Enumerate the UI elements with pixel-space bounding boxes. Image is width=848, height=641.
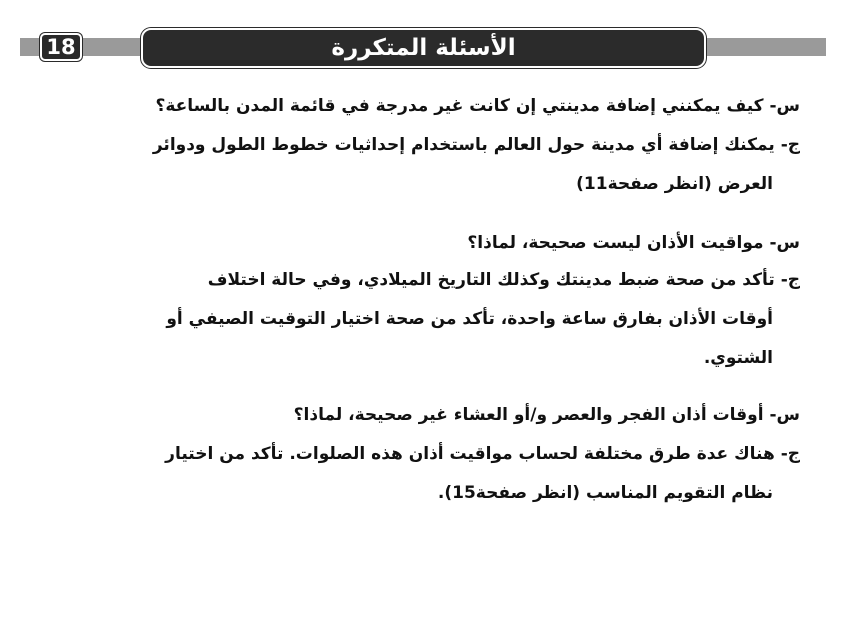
faq-question-2 bbox=[20, 223, 800, 262]
page-number: 18 bbox=[40, 33, 82, 61]
faq-answer-1 bbox=[20, 125, 800, 203]
question-prefix: س- bbox=[769, 95, 800, 116]
answer-prefix: ج- bbox=[780, 269, 800, 290]
faq-answer-2 bbox=[20, 260, 800, 377]
faq-question-3 bbox=[20, 395, 800, 434]
answer-line: العرض (انظر صفحة11) bbox=[576, 173, 773, 194]
question-text: كيف يمكنني إضافة مدينتي إن كانت غير مدرجة في قائمة المدن بالساعة؟ bbox=[155, 95, 764, 116]
answer-line: الشتوي. bbox=[703, 347, 773, 368]
answer-line: يمكنك إضافة أي مدينة حول العالم باستخدام إحداثيات خطوط الطول ودوائر bbox=[152, 134, 775, 155]
faq-question-1 bbox=[20, 86, 800, 125]
question-text: مواقيت الأذان ليست صحيحة، لماذا؟ bbox=[467, 232, 764, 253]
answer-line: أوقات الأذان بفارق ساعة واحدة، تأكد من صحة اختيار التوقيت الصيفي أو bbox=[166, 308, 773, 329]
answer-line: نظام التقويم المناسب (انظر صفحة15). bbox=[437, 482, 773, 503]
question-prefix: س- bbox=[769, 232, 800, 253]
page-title: الأسئلة المتكررة bbox=[141, 28, 706, 68]
answer-prefix: ج- bbox=[780, 443, 800, 464]
question-prefix: س- bbox=[769, 404, 800, 425]
faq-answer-3 bbox=[20, 434, 800, 512]
answer-prefix: ج- bbox=[780, 134, 800, 155]
answer-line: هناك عدة طرق مختلفة لحساب مواقيت أذان هذه الصلوات. تأكد من اختيار bbox=[165, 443, 775, 464]
answer-line: تأكد من صحة ضبط مدينتك وكذلك التاريخ الميلادي، وفي حالة اختلاف bbox=[207, 269, 775, 290]
question-text: أوقات أذان الفجر والعصر و/أو العشاء غير صحيحة، لماذا؟ bbox=[293, 404, 764, 425]
